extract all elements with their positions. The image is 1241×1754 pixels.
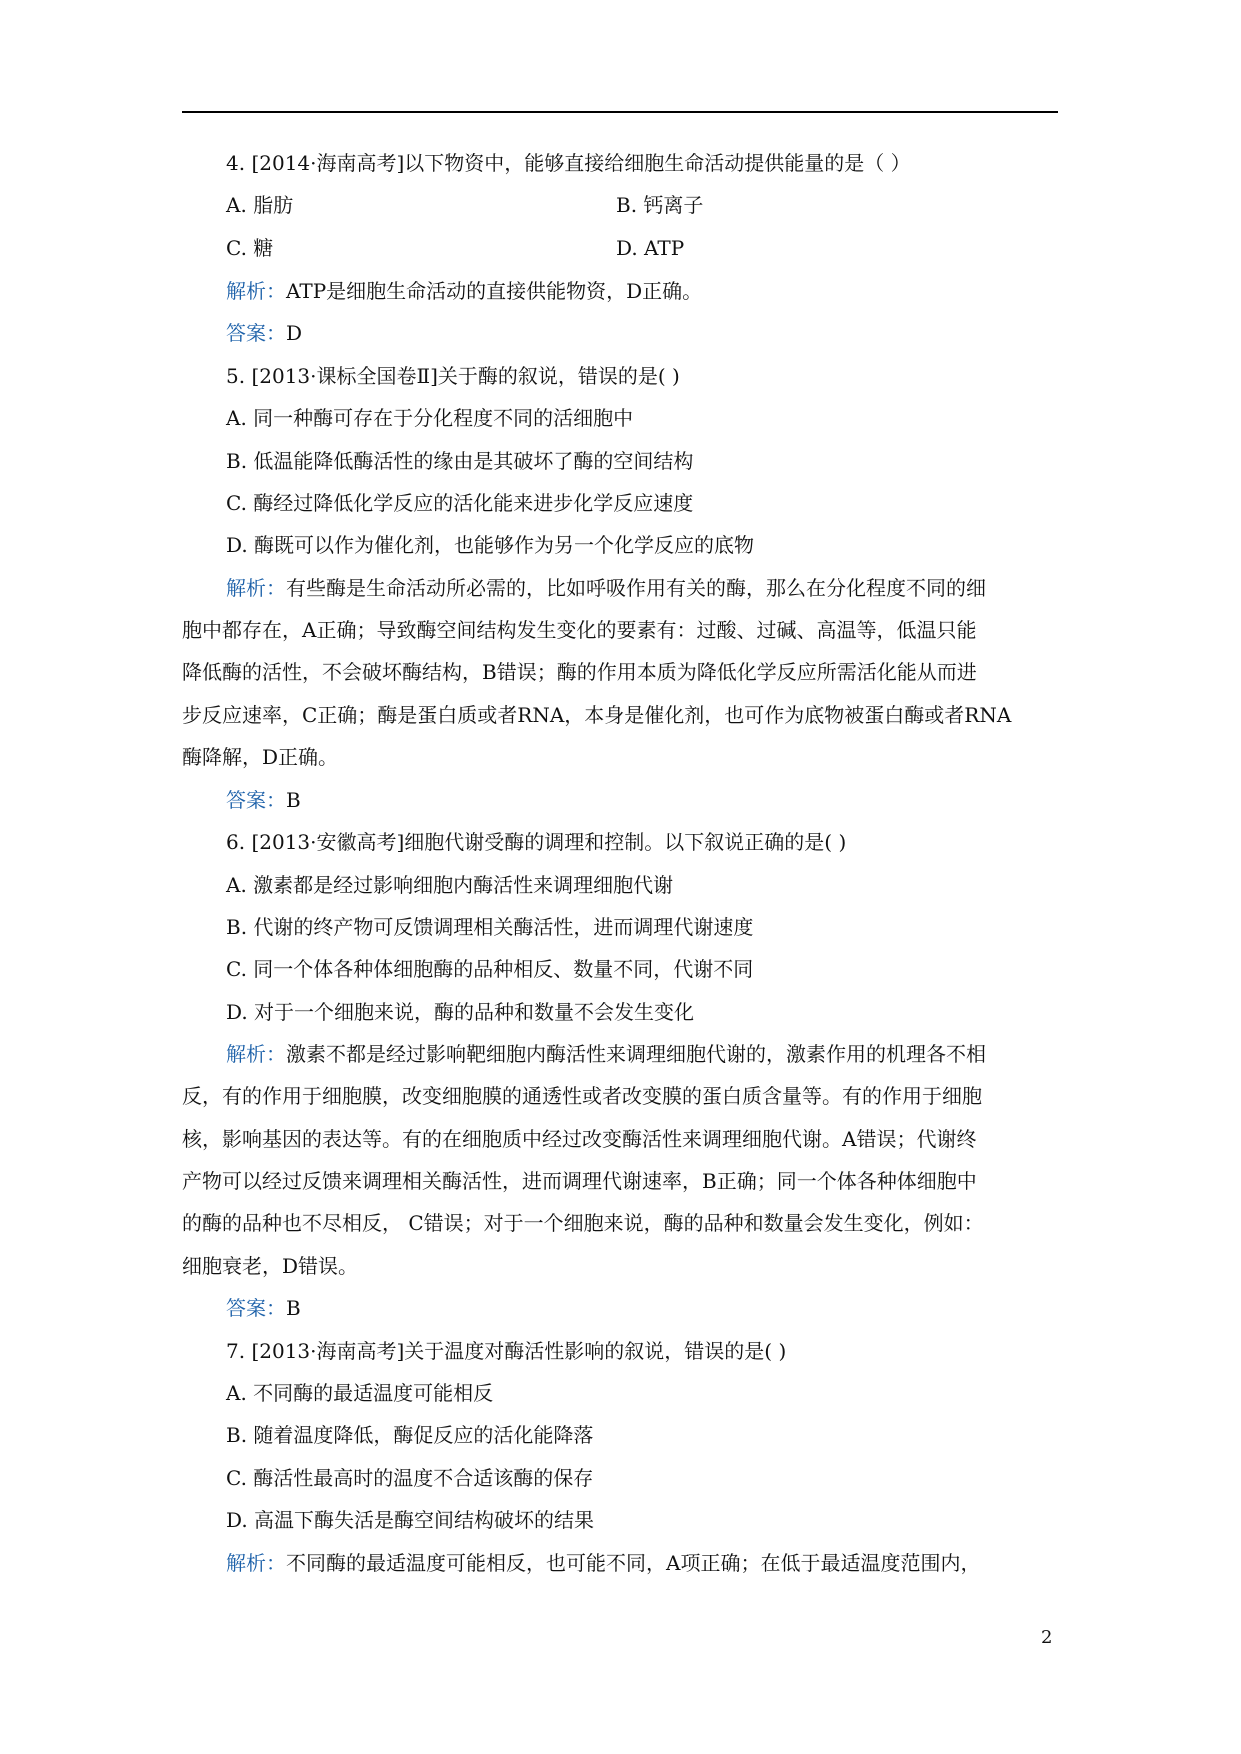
analysis-label: 解析： — [226, 1551, 286, 1575]
question-6-option-a: A. 激素都是经过影响细胞内酶活性来调理细胞代谢 — [226, 873, 674, 897]
question-6-analysis-line: 的酶的品种也不尽相反， C错误；对于一个细胞来说，酶的品种和数量会发生变化，例如： — [182, 1211, 984, 1235]
analysis-label: 解析： — [226, 1042, 286, 1066]
analysis-text: 不同酶的最适温度可能相反，也可能不同，A项正确；在低于最适温度范围内， — [286, 1551, 981, 1575]
question-7-option-a: A. 不同酶的最适温度可能相反 — [226, 1381, 494, 1405]
answer-label: 答案： — [226, 788, 286, 812]
question-6-analysis-line — [226, 1040, 986, 1068]
question-5-analysis-line: 酶降解，D正确。 — [182, 745, 339, 769]
question-4-option-c: C. 糖 — [226, 236, 274, 260]
question-4-option-b: B. 钙离子 — [616, 193, 704, 217]
question-4-analysis — [226, 277, 702, 305]
answer-value: D — [286, 321, 303, 345]
question-6-analysis-line: 产物可以经过反馈来调理相关酶活性，进而调理代谢速率，B正确；同一个体各种体细胞中 — [182, 1169, 977, 1193]
question-4-answer — [226, 319, 302, 347]
page-number: 2 — [1041, 1627, 1053, 1648]
question-6-option-b: B. 代谢的终产物可反馈调理相关酶活性，进而调理代谢速度 — [226, 915, 754, 939]
question-6-stem: 6. [2013·安徽高考]细胞代谢受酶的调理和控制。以下叙说正确的是( ) — [226, 830, 847, 854]
question-4-option-d: D. ATP — [616, 236, 685, 260]
answer-value: B — [286, 788, 301, 812]
question-4-stem: 4. [2014·海南高考]以下物资中，能够直接给细胞生命活动提供能量的是（ ） — [226, 151, 911, 175]
answer-label: 答案： — [226, 1296, 286, 1320]
question-5-analysis-line: 胞中都存在，A正确；导致酶空间结构发生变化的要素有：过酸、过碱、高温等，低温只能 — [182, 618, 977, 642]
question-5-option-a: A. 同一种酶可存在于分化程度不同的活细胞中 — [226, 406, 634, 430]
question-6-option-d: D. 对于一个细胞来说，酶的品种和数量不会发生变化 — [226, 1000, 695, 1024]
header-rule — [182, 111, 1058, 113]
question-5-option-c: C. 酶经过降低化学反应的活化能来进步化学反应速度 — [226, 491, 694, 515]
analysis-text: 有些酶是生命活动所必需的，比如呼吸作用有关的酶，那么在分化程度不同的细 — [286, 576, 986, 600]
question-5-option-d: D. 酶既可以作为催化剂，也能够作为另一个化学反应的底物 — [226, 533, 755, 557]
question-6-answer — [226, 1294, 301, 1322]
question-7-option-d: D. 高温下酶失活是酶空间结构破坏的结果 — [226, 1508, 595, 1532]
question-7-analysis — [226, 1549, 980, 1577]
analysis-label: 解析： — [226, 576, 286, 600]
question-5-stem: 5. [2013·课标全国卷Ⅱ]关于酶的叙说，错误的是( ) — [226, 364, 680, 388]
question-6-analysis-line: 核，影响基因的表达等。有的在细胞质中经过改变酶活性来调理细胞代谢。A错误；代谢终 — [182, 1127, 977, 1151]
question-4-option-a: A. 脂肪 — [226, 193, 294, 217]
question-5-analysis-line: 步反应速率，C正确；酶是蛋白质或者RNA，本身是催化剂，也可作为底物被蛋白酶或者RNA — [182, 703, 1012, 727]
question-5-option-b: B. 低温能降低酶活性的缘由是其破坏了酶的空间结构 — [226, 449, 694, 473]
question-5-answer — [226, 786, 301, 814]
analysis-text: ATP是细胞生命活动的直接供能物资，D正确。 — [286, 279, 703, 303]
question-7-stem: 7. [2013·海南高考]关于温度对酶活性影响的叙说，错误的是( ) — [226, 1339, 787, 1363]
question-6-option-c: C. 同一个体各种体细胞酶的品种相反、数量不同，代谢不同 — [226, 957, 754, 981]
question-5-analysis-line: 降低酶的活性，不会破坏酶结构，B错误；酶的作用本质为降低化学反应所需活化能从而进 — [182, 660, 977, 684]
question-6-analysis-line: 细胞衰老，D错误。 — [182, 1254, 359, 1278]
analysis-text: 激素不都是经过影响靶细胞内酶活性来调理细胞代谢的，激素作用的机理各不相 — [286, 1042, 986, 1066]
answer-value: B — [286, 1296, 301, 1320]
analysis-label: 解析： — [226, 279, 286, 303]
question-5-analysis-line — [226, 574, 986, 602]
question-7-option-b: B. 随着温度降低，酶促反应的活化能降落 — [226, 1423, 594, 1447]
question-6-analysis-line: 反，有的作用于细胞膜，改变细胞膜的通透性或者改变膜的蛋白质含量等。有的作用于细胞 — [182, 1084, 982, 1108]
answer-label: 答案： — [226, 321, 286, 345]
question-7-option-c: C. 酶活性最高时的温度不合适该酶的保存 — [226, 1466, 594, 1490]
